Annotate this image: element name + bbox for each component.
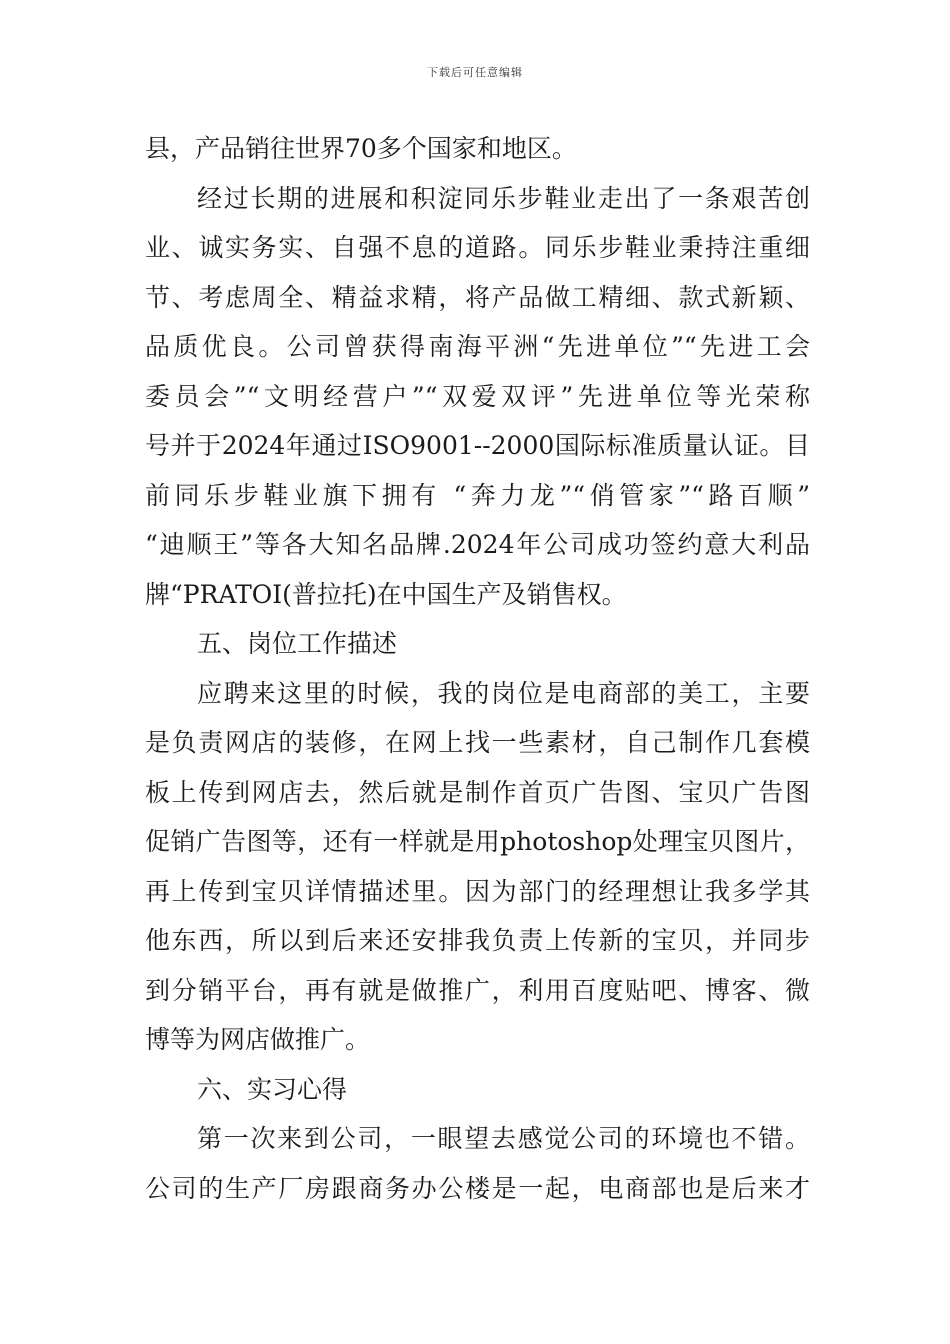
body-line: 板上传到网店去，然后就是制作首页广告图、宝贝广告图 [145,777,810,807]
body-line: 品质优良。公司曾获得南海平洲“先进单位”“先进工会 [145,332,810,361]
body-line: 牌“PRATOI(普拉托)在中国生产及销售权。 [145,579,627,609]
body-line: 博等为网店做推广。 [145,1025,371,1054]
body-line: 再上传到宝贝详情描述里。因为部门的经理想让我多学其 [145,876,810,906]
body-line: 前同乐步鞋业旗下拥有 “奔力龙”“俏管家”“路百顺” [145,480,810,510]
body-line: 第一次来到公司，一眼望去感觉公司的环境也不错。 [197,1124,810,1153]
body-line: 应聘来这里的时候，我的岗位是电商部的美工，主要 [197,678,810,708]
body-line: 到分销平台，再有就是做推广，利用百度贴吧、博客、微 [145,975,810,1005]
body-line: 促销广告图等，还有一样就是用photoshop处理宝贝图片， [145,827,810,856]
body-line: 业、诚实务实、自强不息的道路。同乐步鞋业秉持注重细 [145,233,810,262]
document-body [145,124,810,1213]
page-header: 下载后可任意编辑 [427,66,523,79]
body-line: 是负责网店的装修，在网上找一些素材，自己制作几套模 [145,728,810,757]
body-line: 公司的生产厂房跟商务办公楼是一起，电商部也是后来才 [145,1173,810,1203]
section-heading: 六、实习心得 [197,1074,348,1104]
body-line: 他东西，所以到后来还安排我负责上传新的宝贝，并同步 [145,926,810,955]
section-heading: 五、岗位工作描述 [197,629,398,658]
body-line: 委员会”“文明经营户”“双爱双评”先进单位等光荣称 [145,381,810,411]
body-line: 县，产品销往世界70多个国家和地区。 [145,134,577,163]
body-line: 号并于2024年通过ISO9001--2000国际标准质量认证。目 [145,431,810,460]
body-line: “迪顺王”等各大知名品牌.2024年公司成功签约意大利品 [145,530,810,559]
body-line: 节、考虑周全、精益求精，将产品做工精细、款式新颖、 [145,282,810,312]
body-line: 经过长期的进展和积淀同乐步鞋业走出了一条艰苦创 [197,183,810,213]
